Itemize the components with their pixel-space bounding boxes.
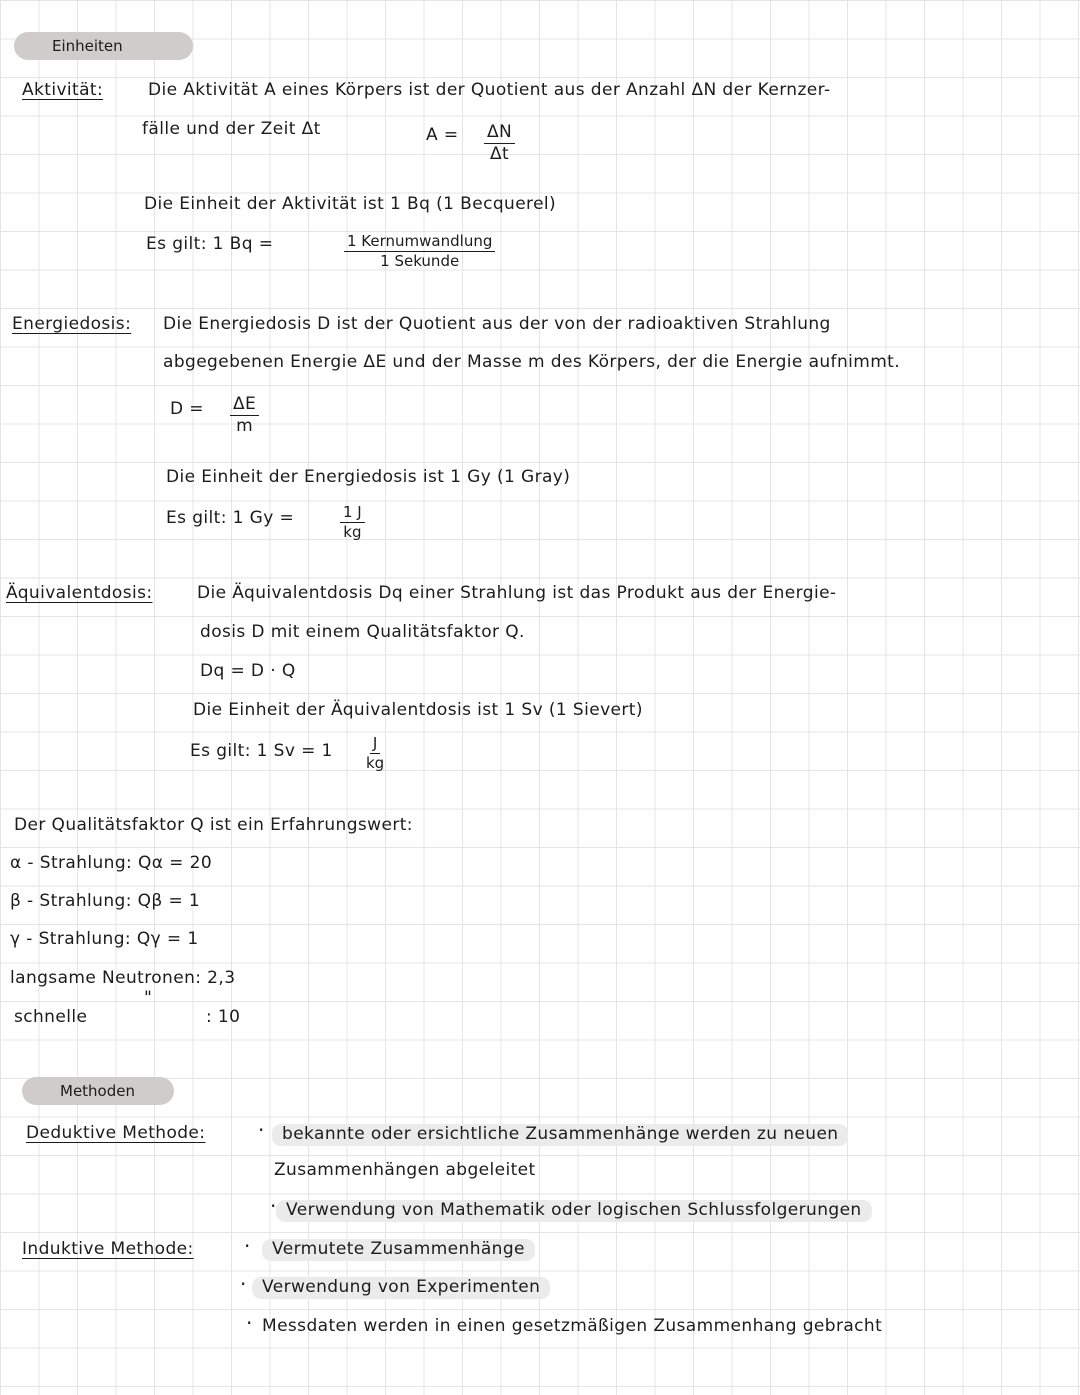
activity-label: Aktivität: — [22, 80, 104, 100]
section-tag-units: Einheiten — [14, 32, 193, 60]
quality-factor-ditto-mark: " — [144, 988, 153, 1008]
deductive-method-label: Deduktive Methode: — [26, 1123, 206, 1143]
quality-factor-slow-neutrons: langsame Neutronen: 2,3 — [10, 968, 236, 988]
inductive-method-label: Induktive Methode: — [22, 1239, 194, 1259]
equivalent-dose-formula: Dq = D · Q — [200, 661, 296, 681]
activity-formula-numerator: ΔN — [484, 124, 515, 144]
quality-factor-intro: Der Qualitätsfaktor Q ist ein Erfahrungswert: — [14, 815, 413, 835]
inductive-method-line2: Verwendung von Experimenten — [252, 1277, 550, 1297]
energy-dose-definition-line1: Die Energiedosis D ist der Quotient aus der von der radioaktiven Strahlung — [163, 314, 831, 334]
energy-dose-formula-fraction — [230, 396, 259, 435]
energy-dose-unit-denominator: kg — [343, 523, 362, 541]
equivalent-dose-definition-line1: Die Äquivalentdosis Dq einer Strahlung ist das Produkt aus der Energie- — [197, 583, 837, 603]
energy-dose-formula-lhs: D = — [170, 399, 204, 419]
equivalent-dose-unit-numerator: J — [370, 736, 380, 754]
activity-formula-fraction — [484, 124, 515, 163]
quality-factor-gamma: γ - Strahlung: Qγ = 1 — [10, 929, 199, 949]
equivalent-dose-label: Äquivalentdosis: — [6, 583, 153, 603]
energy-dose-formula-denominator: m — [236, 416, 254, 436]
activity-unit-denominator: 1 Sekunde — [380, 252, 460, 270]
quality-factor-beta: β - Strahlung: Qβ = 1 — [10, 891, 201, 911]
bullet-icon: · — [240, 1272, 247, 1296]
energy-dose-formula-numerator: ΔE — [230, 396, 259, 416]
inductive-method-line1: Vermutete Zusammenhänge — [262, 1239, 535, 1259]
bullet-icon: · — [270, 1194, 277, 1218]
energy-dose-es-gilt: Es gilt: 1 Gy = — [166, 508, 295, 528]
equivalent-dose-unit-denominator: kg — [366, 754, 385, 772]
energy-dose-unit-line: Die Einheit der Energiedosis ist 1 Gy (1 Gray) — [166, 467, 571, 487]
energy-dose-unit-numerator: 1 J — [340, 505, 365, 523]
deductive-method-line2: Zusammenhängen abgeleitet — [274, 1160, 536, 1180]
equivalent-dose-unit-line: Die Einheit der Äquivalentdosis ist 1 Sv (1 Sievert) — [193, 700, 643, 720]
quality-factor-alpha: α - Strahlung: Qα = 20 — [10, 853, 213, 873]
energy-dose-label: Energiedosis: — [12, 314, 132, 334]
activity-formula-lhs: A = — [426, 125, 459, 145]
activity-definition-line2: fälle und der Zeit Δt — [142, 119, 321, 139]
bullet-icon: · — [244, 1234, 251, 1258]
quality-factor-fast-label: schnelle — [14, 1007, 88, 1027]
activity-unit-line: Die Einheit der Aktivität ist 1 Bq (1 Becquerel) — [144, 194, 557, 214]
equivalent-dose-unit-fraction — [366, 736, 384, 771]
activity-definition-line1: Die Aktivität A eines Körpers ist der Quotient aus der Anzahl ΔN der Kernzer- — [148, 80, 831, 100]
activity-unit-fraction — [344, 234, 495, 269]
inductive-method-line3: Messdaten werden in einen gesetzmäßigen Zusammenhang gebracht — [262, 1316, 883, 1336]
equivalent-dose-es-gilt: Es gilt: 1 Sv = 1 — [190, 741, 333, 761]
quality-factor-fast-value: : 10 — [206, 1007, 241, 1027]
section-tag-methods: Methoden — [22, 1077, 174, 1105]
energy-dose-definition-line2: abgegebenen Energie ΔE und der Masse m des Körpers, der die Energie aufnimmt. — [163, 352, 901, 372]
activity-es-gilt: Es gilt: 1 Bq = — [146, 234, 274, 254]
deductive-method-line1: bekannte oder ersichtliche Zusammenhänge werden zu neuen — [272, 1124, 848, 1144]
bullet-icon: · — [258, 1118, 265, 1142]
bullet-icon: · — [246, 1311, 253, 1335]
equivalent-dose-definition-line2: dosis D mit einem Qualitätsfaktor Q. — [200, 622, 525, 642]
energy-dose-unit-fraction — [340, 505, 365, 540]
deductive-method-line3: Verwendung von Mathematik oder logischen Schlussfolgerungen — [276, 1200, 872, 1220]
activity-formula-denominator: Δt — [490, 144, 510, 164]
activity-unit-numerator: 1 Kernumwandlung — [344, 234, 495, 252]
